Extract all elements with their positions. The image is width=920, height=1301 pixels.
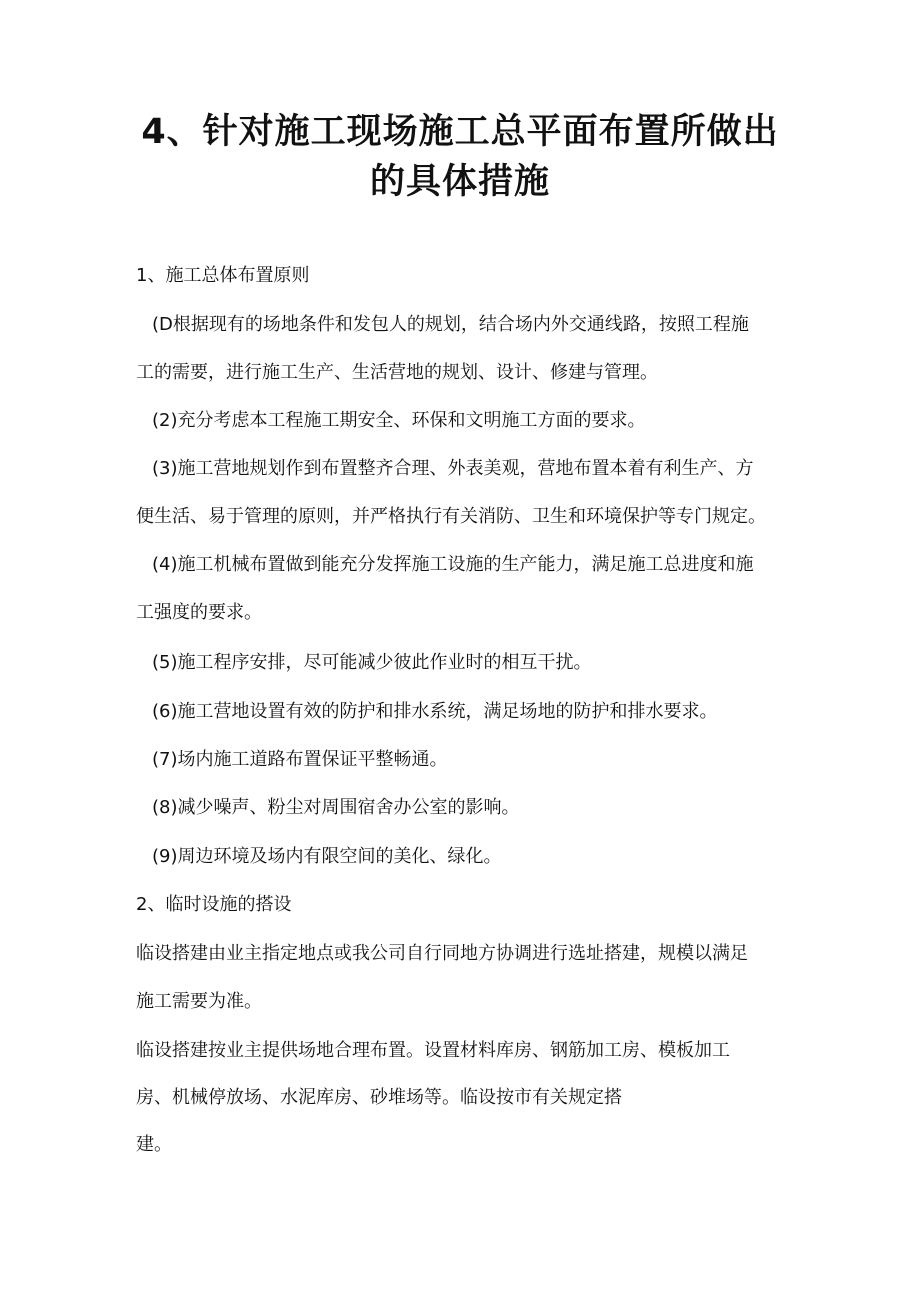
principle-2: (2)充分考虑本工程施工期安全、环保和文明施工方面的要求。	[152, 410, 646, 431]
section-2-heading: 2、临时设施的搭设	[136, 894, 292, 915]
section-2-paragraph-2-line-3: 建。	[136, 1134, 172, 1155]
document-title-line-1: 4、针对施工现场施工总平面布置所做出	[141, 112, 779, 152]
section-1-heading: 1、施工总体布置原则	[136, 265, 310, 286]
principle-8: (8)减少噪声、粉尘对周围宿舍办公室的影响。	[152, 797, 520, 818]
principle-7: (7)场内施工道路布置保证平整畅通。	[152, 749, 448, 770]
principle-3-line-2: 便生活、易于管理的原则，并严格执行有关消防、卫生和环境保护等专门规定。	[136, 506, 766, 527]
principle-6: (6)施工营地设置有效的防护和排水系统，满足场地的防护和排水要求。	[152, 701, 718, 722]
principle-4-line-2: 工强度的要求。	[136, 602, 262, 623]
principle-5: (5)施工程序安排，尽可能减少彼此作业时的相互干扰。	[152, 652, 592, 673]
principle-1-line-2: 工的需要，进行施工生产、生活营地的规划、设计、修建与管理。	[136, 362, 658, 383]
section-2-paragraph-1-line-2: 施工需要为准。	[136, 991, 262, 1012]
section-2-paragraph-2-line-2: 房、机械停放场、水泥库房、砂堆场等。临设按市有关规定搭	[136, 1087, 622, 1108]
document-title-line-2: 的具体措施	[369, 162, 550, 202]
principle-3-line-1: (3)施工营地规划作到布置整齐合理、外表美观，营地布置本着有利生产、方	[152, 458, 754, 479]
principle-1-line-1: (D根据现有的场地条件和发包人的规划，结合场内外交通线路，按照工程施	[152, 314, 749, 335]
principle-4-line-1: (4)施工机械布置做到能充分发挥施工设施的生产能力，满足施工总进度和施	[152, 554, 754, 575]
section-2-paragraph-1-line-1: 临设搭建由业主指定地点或我公司自行同地方协调进行选址搭建，规模以满足	[136, 943, 748, 964]
principle-9: (9)周边环境及场内有限空间的美化、绿化。	[152, 846, 502, 867]
section-2-paragraph-2-line-1: 临设搭建按业主提供场地合理布置。设置材料库房、钢筋加工房、模板加工	[136, 1040, 730, 1061]
